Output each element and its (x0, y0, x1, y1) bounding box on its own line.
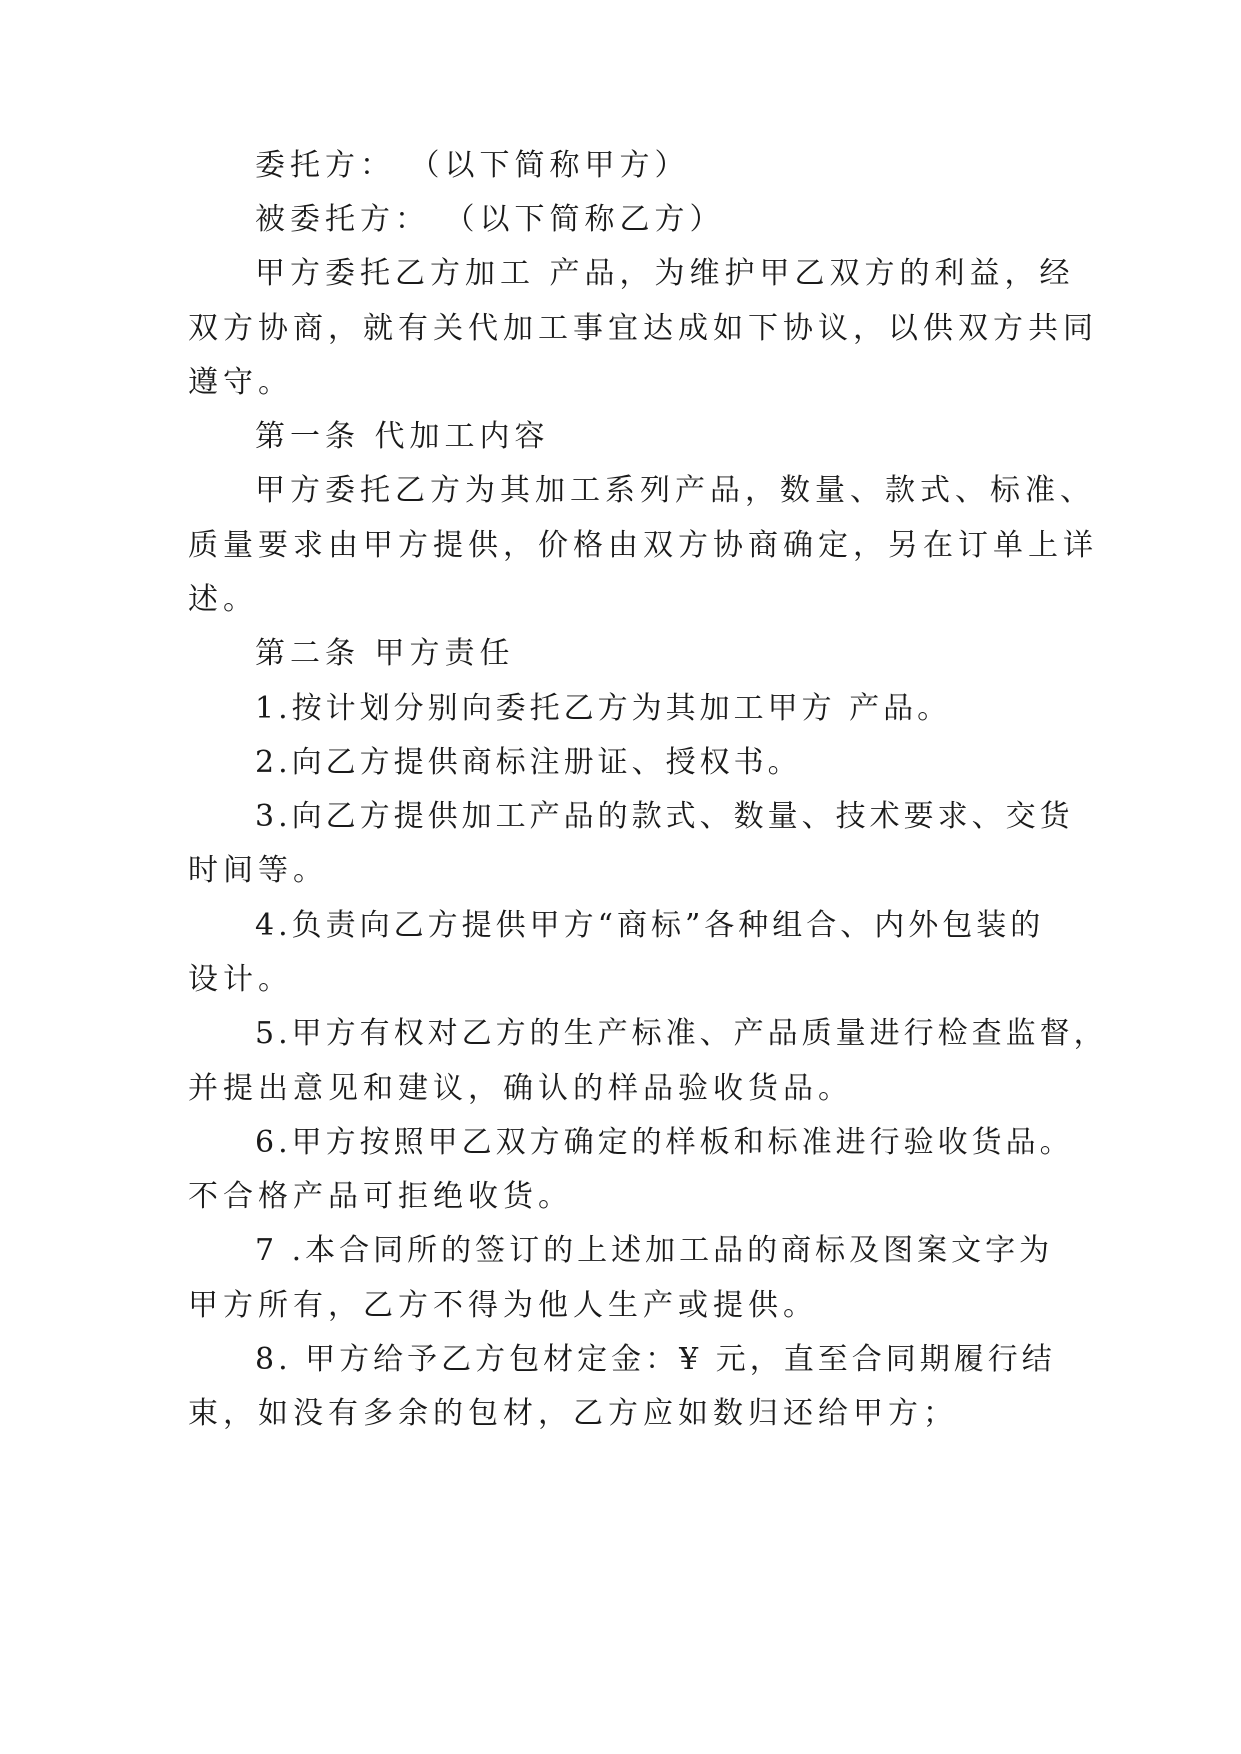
clause-8-line-2: 束，如没有多余的包材，乙方应如数归还给甲方； (188, 1396, 958, 1431)
clause-2-line-1: 2.向乙方提供商标注册证、授权书。 (255, 745, 802, 780)
clause-3-line-1: 3.向乙方提供加工产品的款式、数量、技术要求、交货 (255, 799, 1074, 834)
party-a-line: 委托方： （以下简称甲方） (255, 148, 690, 183)
article-1-line-3: 述。 (188, 582, 258, 617)
party-b-line: 被委托方： （以下简称乙方） (255, 202, 725, 237)
clause-6-line-1: 6.甲方按照甲乙双方确定的样板和标准进行验收货品。 (255, 1125, 1074, 1160)
clause-7-line-2: 甲方所有，乙方不得为他人生产或提供。 (188, 1288, 818, 1323)
clause-6-line-2: 不合格产品可拒绝收货。 (188, 1179, 573, 1214)
clause-3-line-2: 时间等。 (188, 853, 328, 888)
article-2-heading: 第二条 甲方责任 (255, 636, 515, 671)
clause-7-line-1: 7 .本合同所的签订的上述加工品的商标及图案文字为 (255, 1233, 1054, 1268)
preamble-line-1: 甲方委托乙方加工 产品，为维护甲乙双方的利益，经 (255, 256, 1075, 291)
article-1-line-2: 质量要求由甲方提供，价格由双方协商确定，另在订单上详 (188, 528, 1098, 563)
article-1-line-1: 甲方委托乙方为其加工系列产品，数量、款式、标准、 (255, 473, 1095, 508)
preamble-line-2: 双方协商，就有关代加工事宜达成如下协议，以供双方共同 (188, 311, 1098, 346)
clause-1-line-1: 1.按计划分别向委托乙方为其加工甲方 产品。 (255, 691, 952, 726)
clause-5-line-1: 5.甲方有权对乙方的生产标准、产品质量进行检查监督， (255, 1016, 1108, 1051)
clause-8-line-1: 8. 甲方给予乙方包材定金：¥ 元，直至合同期履行结 (255, 1342, 1056, 1377)
preamble-line-3: 遵守。 (188, 365, 293, 400)
clause-4-line-2: 设计。 (188, 962, 293, 997)
clause-5-line-2: 并提出意见和建议，确认的样品验收货品。 (188, 1071, 853, 1106)
clause-4-line-1: 4.负责向乙方提供甲方“商标”各种组合、内外包装的 (255, 908, 1045, 943)
article-1-heading: 第一条 代加工内容 (255, 419, 550, 454)
